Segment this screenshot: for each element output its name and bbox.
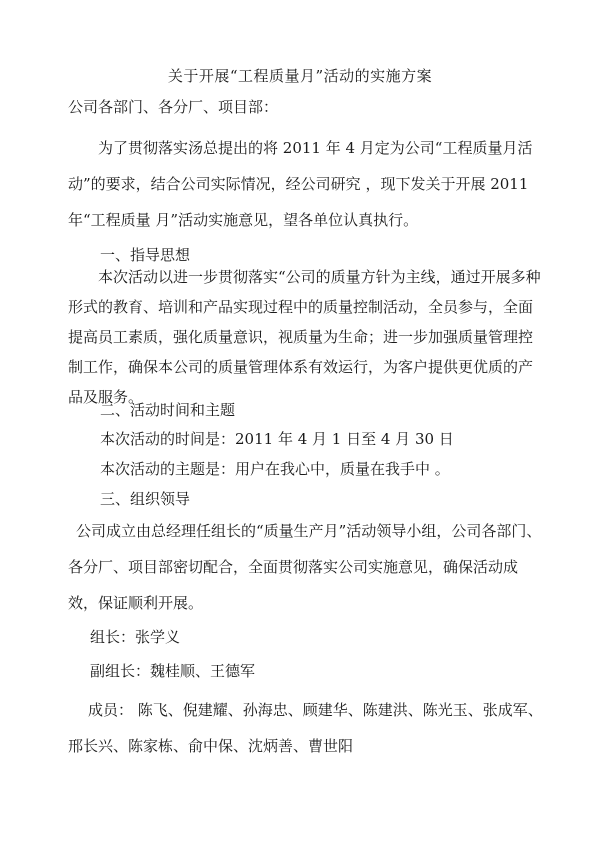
group-leader: 组长：张学义 [90,628,181,646]
activity-theme: 本次活动的主题是：用户在我心中，质量在我手中 。 [100,460,450,478]
activity-time: 本次活动的时间是：2011 年 4 月 1 日至 4 月 30 日 [100,430,454,448]
deputy-leaders: 副组长：魏桂顺、王德军 [90,662,256,680]
organization-paragraph: 公司成立由总经理任组长的“质量生产月”活动领导小组，公司各部门、各分厂、项目部密切配合，全面贯彻落实公司实施意见，确保活动成效，保证顺利开展。 [68,522,542,612]
section-heading-organization: 三、组织领导 [100,490,191,508]
group-members: 成员： 陈飞、倪建耀、孙海忠、顾建华、陈建洪、陈光玉、张成军、邢长兴、陈家栋、俞中保、沈炳善、曹世阳 [68,701,543,755]
guiding-ideology-paragraph: 本次活动以进一步贯彻落实“公司的质量方针为主线，通过开展多种形式的教育、培训和产品实现过程中的质量控制活动，全员参与，全面提高员工素质，强化质量意识，视质量为生命；进一步加强质量管理控制工作，确保本公司的质量管理体系有效运行，为客户提供更优质的产品及服务。 [68,268,541,406]
salutation: 公司各部门、各分厂、项目部： [68,98,279,116]
section-heading-time-theme: 二、活动时间和主题 [100,401,236,419]
document-title: 关于开展“工程质量月”活动的实施方案 [167,67,433,85]
section-heading-guiding-ideology: 一、指导思想 [100,246,191,264]
intro-paragraph: 为了贯彻落实汤总提出的将 2011 年 4 月定为公司“工程质量月活动”的要求，结合公司实际情况，经公司研究 ，现下发关于开展 2011 年“工程质量 月”活动实施意见，望各单位认真执行。 [68,139,533,229]
